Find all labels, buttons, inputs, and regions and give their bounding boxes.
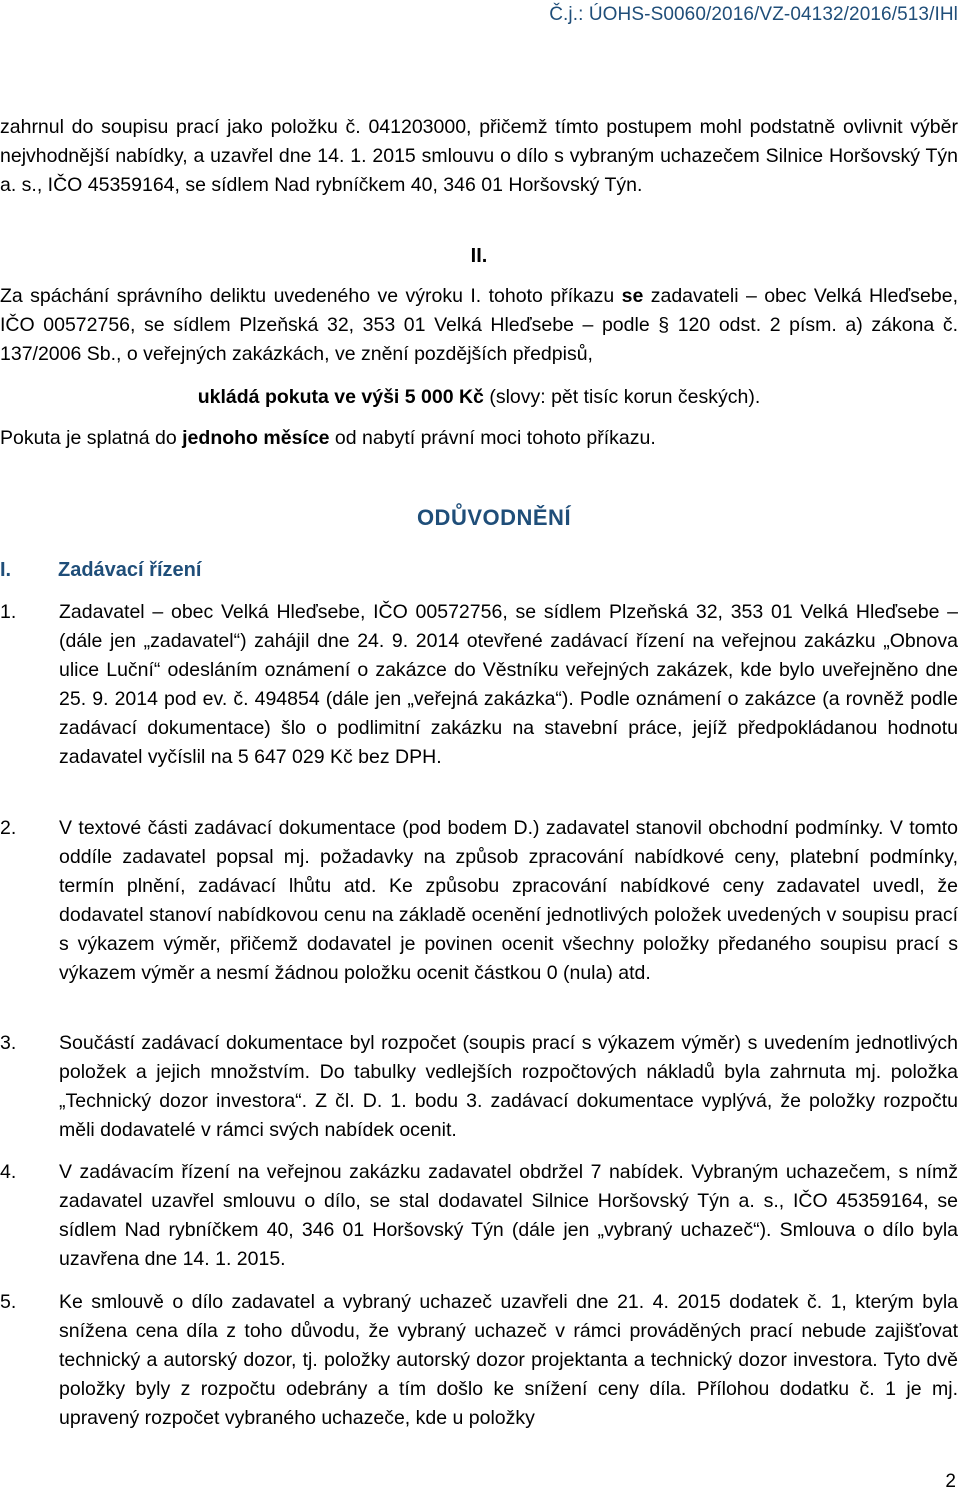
penalty-bold: ukládá pokuta ve výši 5 000 Kč [197, 386, 484, 408]
section-two-heading: II. [470, 245, 488, 267]
item-number: 4. [0, 1161, 17, 1183]
intro-paragraph: zahrnul do soupisu prací jako položku č. 041203000, přičemž tímto postupem mohl podstatně ovlivnit výběr nejvhodnější nabídky, a uzavřel dne 14. 1. 2015 smlouvu o dílo s vybraným uchazečem Silnice Horšovský Týn a. s., IČO 45359164, se sídlem Nad rybníčkem 40, 346 01 Horšovský Týn. [0, 116, 958, 196]
reasoning-section-heading [0, 559, 201, 582]
list-item [0, 1158, 958, 1274]
penalty-rest: (slovy: pět tisíc korun českých). [483, 386, 761, 408]
section-title: Zadávací řízení [58, 559, 202, 581]
item-number: 3. [0, 1032, 17, 1054]
list-item [0, 1288, 958, 1433]
case-reference-number: Č.j.: ÚOHS-S0060/2016/VZ-04132/2016/513/IHl [549, 4, 958, 25]
item-number: 1. [0, 601, 17, 623]
section-two-paragraph [0, 282, 958, 369]
item-text: Součástí zadávací dokumentace byl rozpočet (soupis prací s výkazem výměr) s uvedením jednotlivých položek a jejich množstvím. Do tabulky vedlejších rozpočtových nákladů byla zahrnuta mj. položka „Technický dozor investora“. Z čl. D. 1. bodu 3. zadávací dokumentace vyplývá, že položky rozpočtu měli dodavatelé v rámci svých nabídek ocenit. [59, 1032, 958, 1141]
section-two-text-part2: zadavateli – obec Velká Hleďsebe, IČO 00572756, se sídlem Plzeňská 32, 353 01 Velká Hleďsebe – podle § 120 odst. 2 písm. a) zákona č. 137/2006 Sb., o veřejných zakázkách, ve znění pozdějších předpisů, [0, 285, 958, 365]
section-two-text-bold: se [621, 285, 644, 307]
section-number: I. [0, 559, 12, 581]
list-item [0, 598, 958, 772]
item-text: Zadavatel – obec Velká Hleďsebe, IČO 00572756, se sídlem Plzeňská 32, 353 01 Velká Hleďsebe – (dále jen „zadavatel“) zahájil dne 24. 9. 2014 otevřené zadávací řízení na veřejnou zakázku „Obnova ulice Luční“ odesláním oznámení o zakázce do Věstníku veřejných zakázek, kde bylo uveřejněno dne 25. 9. 2014 pod ev. č. 494854 (dále jen „veřejná zakázka“). Podle oznámení o zakázce (a rovněž podle zadávací dokumentace) šlo o podlimitní zakázku na stavební práce, jejíž předpokládanou hodnotu zadavatel vyčíslil na 5 647 029 Kč bez DPH. [59, 601, 958, 768]
reasoning-title: ODŮVODNĚNÍ [416, 505, 572, 530]
item-text: V zadávacím řízení na veřejnou zakázku zadavatel obdržel 7 nabídek. Vybraným uchazečem, s nímž zadavatel uzavřel smlouvu o dílo, se stal dodavatel Silnice Horšovský Týn a. s., IČO 45359164, se sídlem Nad rybníčkem 40, 346 01 Horšovský Týn (dále jen „vybraný uchazeč“). Smlouva o dílo byla uzavřena dne 14. 1. 2015. [59, 1161, 958, 1270]
item-number: 5. [0, 1291, 17, 1313]
payable-line [0, 424, 958, 453]
section-two-text-part1: Za spáchání správního deliktu uvedeného ve výroku I. tohoto příkazu [0, 285, 622, 307]
list-item [0, 814, 958, 988]
penalty-line [0, 383, 958, 412]
item-number: 2. [0, 817, 17, 839]
payable-part2: od nabytí právní moci tohoto příkazu. [329, 427, 656, 449]
item-text: Ke smlouvě o dílo zadavatel a vybraný uchazeč uzavřeli dne 21. 4. 2015 dodatek č. 1, kterým byla snížena cena díla z toho důvodu, že vybraný uchazeč v rámci prováděných prací nebude zajišťovat technický a autorský dozor, tj. položky autorský dozor projektanta a technický dozor investora. Tyto dvě položky byly z rozpočtu odebrány a tím došlo ke snížení ceny díla. Přílohou dodatku č. 1 je mj. upravený rozpočet vybraného uchazeče, kde u položky [59, 1291, 958, 1429]
payable-bold: jednoho měsíce [182, 427, 330, 449]
item-text: V textové části zadávací dokumentace (pod bodem D.) zadavatel stanovil obchodní podmínky. V tomto oddíle zadavatel popsal mj. požadavky na způsob zpracování nabídkové ceny, platební podmínky, termín plnění, zadávací lhůtu atd. Ke způsobu zpracování nabídkové ceny zadavatel uvedl, že dodavatel stanoví nabídkovou cenu na základě ocenění jednotlivých položek uvedených v soupisu prací s výkazem výměr, přičemž dodavatel je povinen ocenit všechny položky předaného soupisu prací s výkazem výměr a nesmí žádnou položku ocenit částkou 0 (nula) atd. [59, 817, 958, 984]
page-number: 2 [945, 1471, 956, 1492]
list-item [0, 1029, 958, 1145]
payable-part1: Pokuta je splatná do [0, 427, 183, 449]
